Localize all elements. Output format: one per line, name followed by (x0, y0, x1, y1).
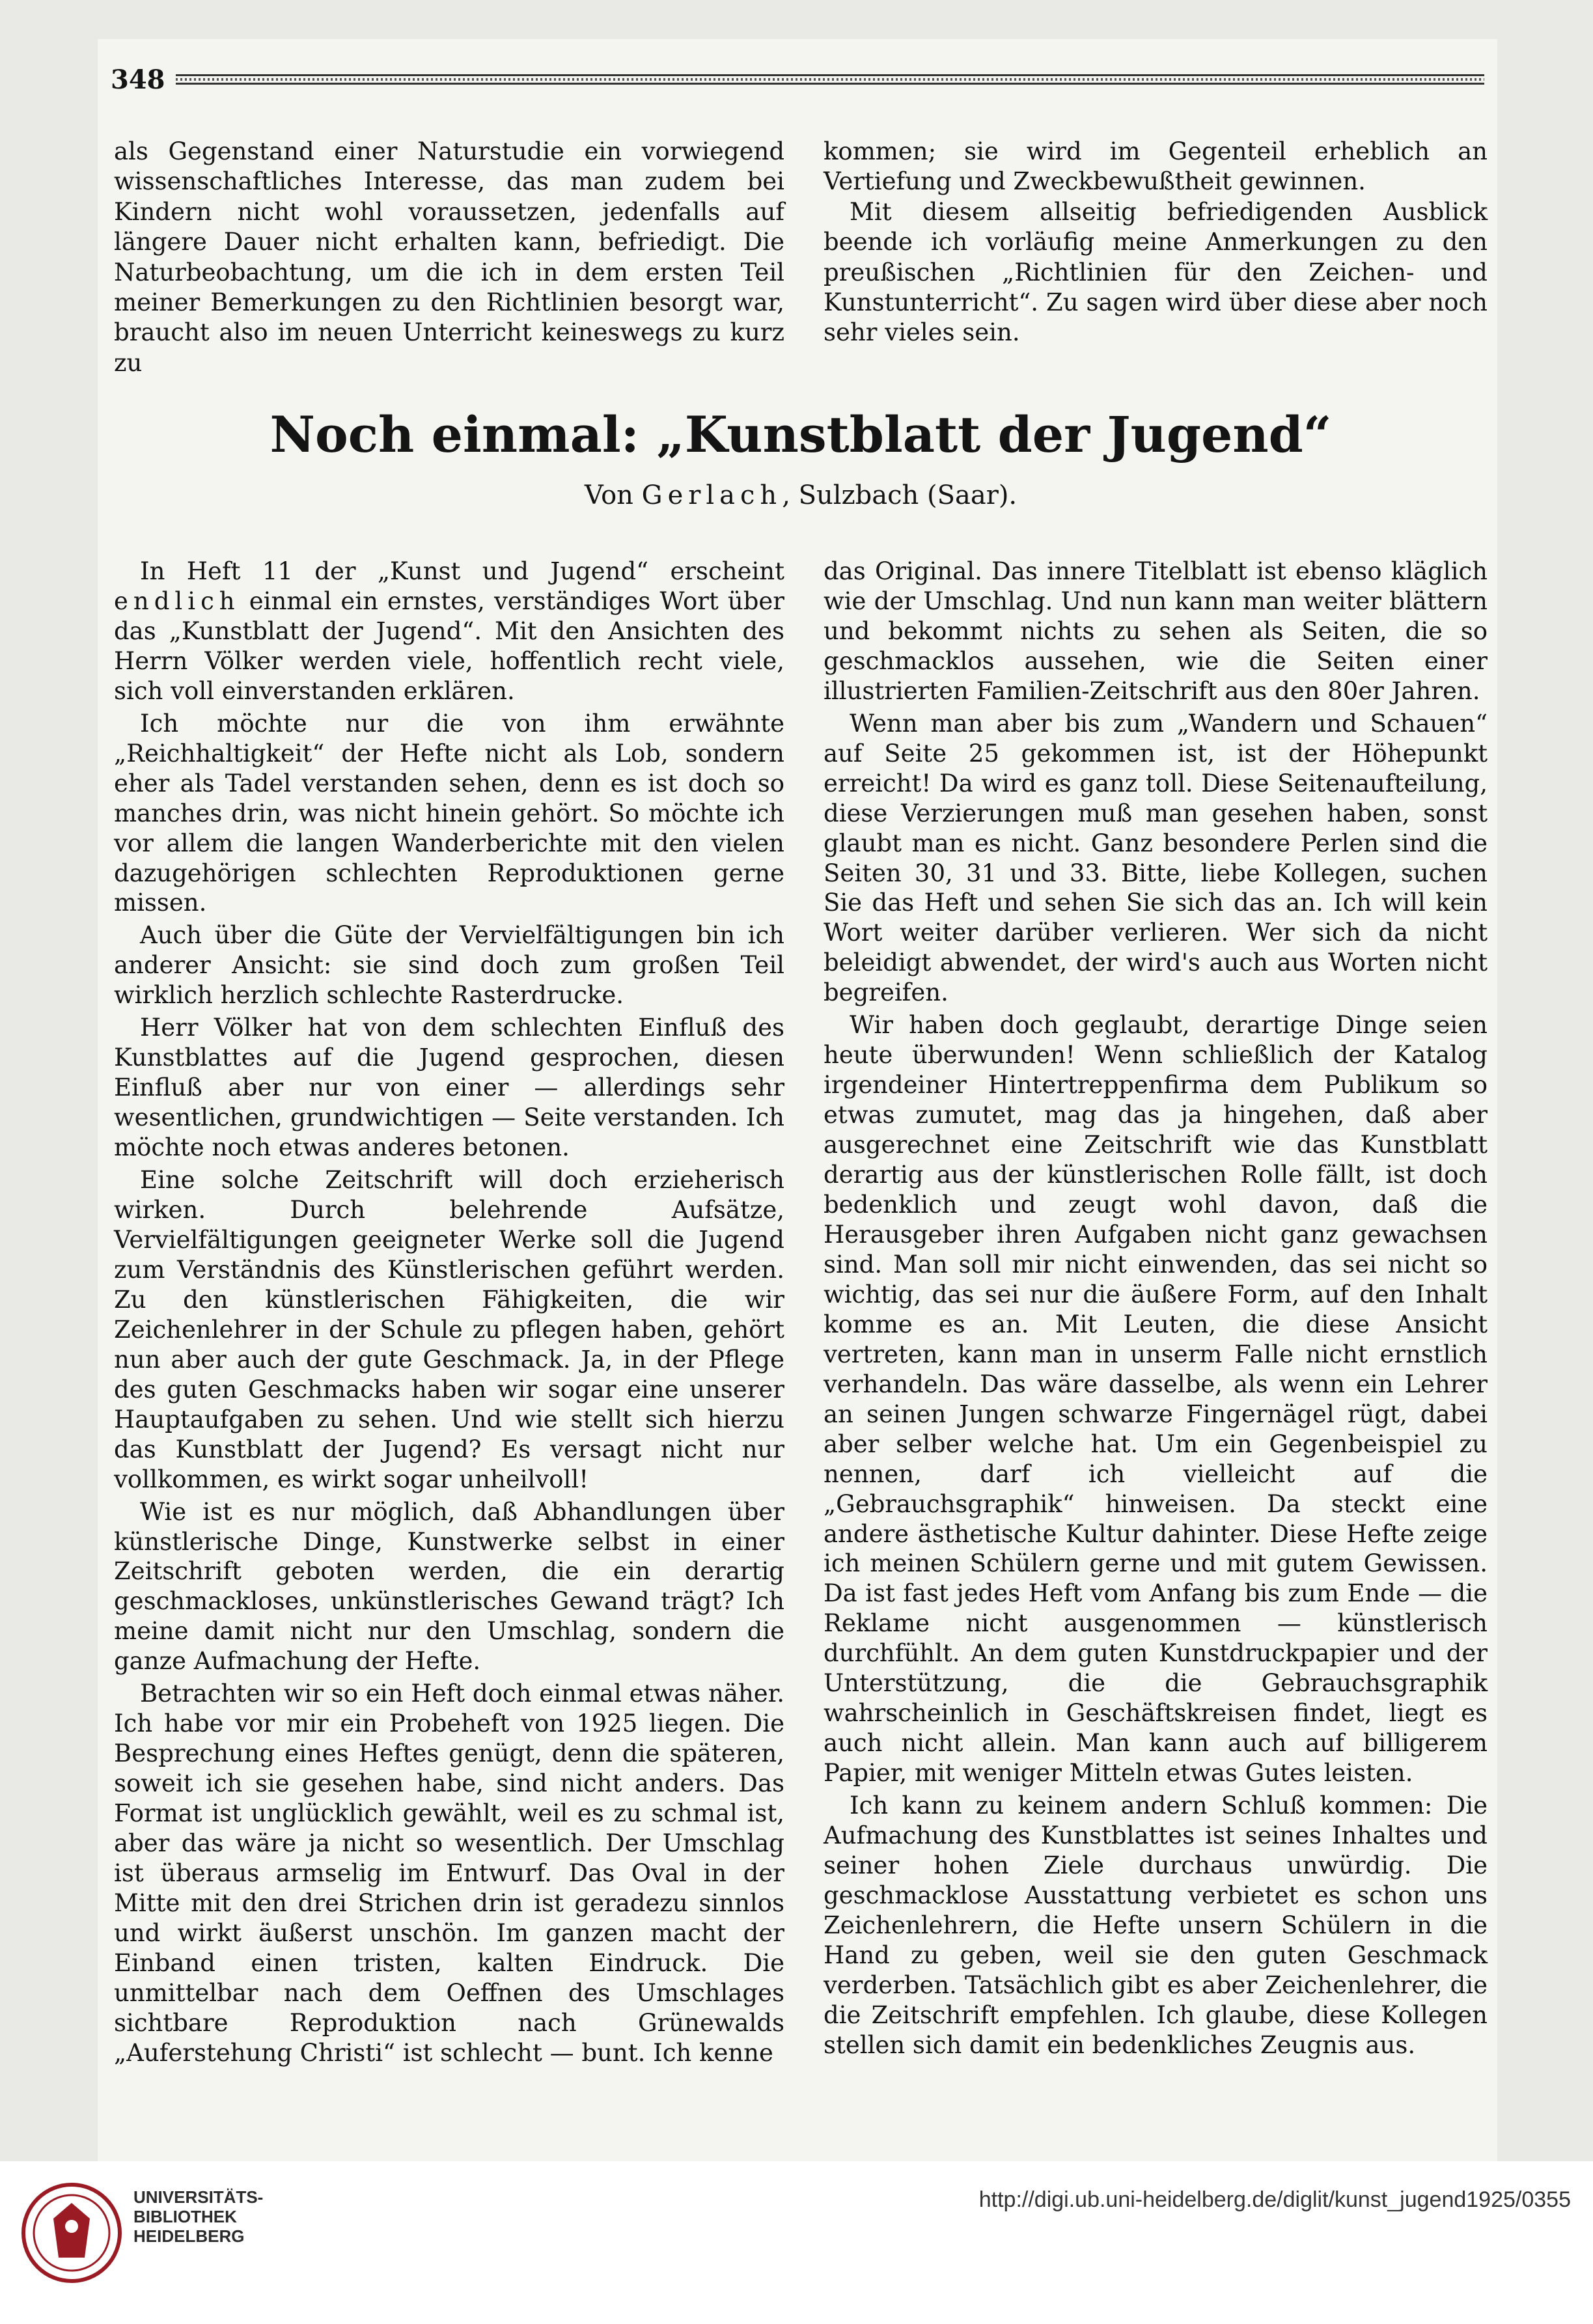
byline-place: , Sulzbach (Saar). (782, 480, 1018, 510)
article-byline (114, 478, 1488, 512)
page-number: 348 (111, 64, 165, 95)
library-name: UNIVERSITÄTS- BIBLIOTHEK HEIDELBERG (133, 2187, 264, 2246)
emphasized-word: endlich (114, 587, 240, 615)
source-url: http://digi.ub.uni-heidelberg.de/diglit/kunst_jugend1925/0355 (978, 2187, 1571, 2212)
paragraph: Eine solche Zeitschrift will doch erzieherisch wirken. Durch belehrende Aufsätze, Vervielfältigungen geeigneter Werke soll die Jugend zum Verständnis des Künstlerischen geführt werden. Zu den künstlerischen Fähigkeiten, die wir Zeichenlehrer in der Schule zu pflegen haben, gehört nun aber auch der gute Geschmack. Ja, in der Pflege des guten Geschmacks haben wir sogar eine unserer Hauptaufgaben zu sehen. Und wie stellt sich hierzu das Kunstblatt der Jugend? Es versagt nicht nur vollkommen, es wirkt sogar unheilvoll! (114, 1166, 784, 1493)
paragraph: Ich möchte nur die von ihm erwähnte „Reichhaltigkeit“ der Hefte nicht als Lob, sondern eher als Tadel verstanden sehen, denn es ist doch so manches drin, was nicht hinein gehört. So möchte ich vor allem die langen Wanderberichte mit den vielen dazugehörigen schlechten Reproduktionen gerne missen. (114, 709, 784, 917)
paragraph: Wie ist es nur möglich, daß Abhandlungen über künstlerische Dinge, Kunstwerke selbst in einer Zeitschrift geboten werden, die ein derartig geschmackloses, unkünstlerisches Gewand trägt? Ich meine damit nicht nur den Umschlag, sondern die ganze Aufmachung der Hefte. (114, 1497, 784, 1676)
article-title: Noch einmal: „Kunstblatt der Jugend“ (270, 406, 1332, 463)
header-rule (176, 74, 1485, 85)
opening-words: In Heft 11 der „Kunst und Jugend“ erscheint (140, 557, 784, 585)
byline-prefix: Von (584, 480, 642, 510)
paragraph: Auch über die Güte der Vervielfältigungen bin ich anderer Ansicht: sie sind doch zum großen Teil wirklich herzlich schlechte Rasterdrucke. (114, 921, 784, 1010)
university-seal-icon (20, 2181, 124, 2285)
byline-author: Gerlach (641, 480, 783, 510)
paragraph: Betrachten wir so ein Heft doch einmal etwas näher. Ich habe vor mir ein Probeheft von 1925 liegen. Die Besprechung eines Heftes genügt, denn die späteren, soweit ich sie gesehen habe, sind nicht anders. Das Format ist unglücklich gewählt, weil es zu schmal ist, aber das wäre ja nicht so wesentlich. Der Umschlag ist überaus armselig im Entwurf. Das Oval in der Mitte mit den drei Strichen drin ist geradezu sinnlos und wirkt äußerst unschön. Im ganzen macht der Einband einen tristen, kalten Eindruck. Die unmittelbar nach dem Oeffnen des Umschlages sichtbare Reproduktion nach Grünewalds „Auferstehung Christi“ ist schlecht — bunt. Ich kenne (114, 1680, 784, 2067)
top-right-column (824, 137, 1488, 348)
viewer-footer (0, 2161, 1593, 2324)
opening-rest: einmal ein ernstes, verständiges Wort über das „Kunstblatt der Jugend“. Mit den Ansichten des Herrn Völker werden viele, hoffentlich recht viele, sich voll einverstanden erklären. (114, 587, 784, 705)
paragraph: Wenn man aber bis zum „Wandern und Schauen“ auf Seite 25 gekommen ist, ist der Höhepunkt erreicht! Da wird es ganz toll. Diese Seitenaufteilung, diese Verzierungen muß man gesehen haben, sonst glaubt man es nicht. Ganz besondere Perlen sind die Seiten 30, 31 und 33. Bitte, liebe Kollegen, suchen Sie das Heft und sehen Sie sich das an. Ich will kein Wort weiter darüber verlieren. Wer sich da nicht beleidigt abwendet, der wird's auch aus Worten nicht begreifen. (824, 709, 1488, 1007)
paragraph (114, 557, 784, 706)
paragraph: das Original. Das innere Titelblatt ist ebenso kläglich wie der Umschlag. Und nun kann man weiter blättern und bekommt nichts zu sehen als Seiten, die so geschmacklos aussehen, wie die Seiten einer illustrierten Familien-Zeitschrift aus den 80er Jahren. (824, 557, 1488, 705)
paragraph: Mit diesem allseitig befriedigenden Ausblick beende ich vorläufig meine Anmerkungen zu den preußischen „Richtlinien für den Zeichen- und Kunstunterricht“. Zu sagen wird über diese aber noch sehr vieles sein. (824, 197, 1488, 347)
article-right-column (824, 557, 1488, 2060)
paragraph: Ich kann zu keinem andern Schluß kommen: Die Aufmachung des Kunstblattes ist seines Inhaltes und seiner hohen Ziele durchaus unwürdig. Die geschmacklose Ausstattung verbietet es schon uns Zeichenlehrern, die Hefte unsern Schülern in die Hand zu geben, weil sie den guten Geschmack verderben. Tatsächlich gibt es aber Zeichenlehrer, die die Zeitschrift empfehlen. Ich glaube, diese Kollegen stellen sich damit ein bedenkliches Zeugnis aus. (824, 1791, 1488, 2059)
paragraph: kommen; sie wird im Gegenteil erheblich an Vertiefung und Zweckbewußtheit gewinnen. (824, 137, 1488, 196)
paragraph: Wir haben doch geglaubt, derartige Dinge seien heute überwunden! Wenn schließlich der Katalog irgendeiner Hintertreppenfirma dem Publikum so etwas zumutet, mag das ja hingehen, daß aber ausgerechnet eine Zeitschrift wie das Kunstblatt derartig aus der künstlerischen Rolle fällt, ist doch bedenklich und zeugt wohl davon, daß die Herausgeber ihren Aufgaben nicht ganz gewachsen sind. Man soll mir nicht einwenden, das sei nicht so wichtig, das sei nur die äußere Form, auf den Inhalt komme es an. Mit Leuten, die diese Ansicht vertreten, kann man in unserm Falle nicht ernstlich verhandeln. Das wäre dasselbe, als wenn ein Lehrer an seinen Jungen schwarze Fingernägel rügt, dabei aber selber welche hat. Um ein Gegenbeispiel zu nennen, darf ich vielleicht auf die „Gebrauchsgraphik“ hinweisen. Da steckt eine andere ästhetische Kultur dahinter. Diese Hefte zeige ich meinen Schülern gerne und mit gutem Gewissen. Da ist fast jedes Heft vom Anfang bis zum Ende — die Reklame nicht ausgenommen — künstlerisch durchfühlt. An dem guten Kunstdruckpapier und der Unterstützung, die die Gebrauchsgraphik wahrscheinlich in Geschäftskreisen findet, liegt es auch nicht allein. Man kann auch auf billigerem Papier, mit weniger Mitteln etwas Gutes leisten. (824, 1011, 1488, 1788)
top-left-column (114, 137, 784, 378)
article-left-column (114, 557, 784, 2068)
running-header (111, 60, 1484, 99)
paragraph: als Gegenstand einer Naturstudie ein vorwiegend wissenschaftliches Interesse, das man zudem bei Kindern nicht wohl voraussetzen, jedenfalls auf längere Dauer nicht erhalten kann, befriedigt. Die Naturbeobachtung, um die ich in dem ersten Teil meiner Bemerkungen zu den Richtlinien besorgt war, braucht also im neuen Unterricht keineswegs zu kurz zu (114, 137, 784, 377)
paragraph: Herr Völker hat von dem schlechten Einfluß des Kunstblattes auf die Jugend gesprochen, diesen Einfluß aber nur von einer — allerdings sehr wesentlichen, grundwichtigen — Seite verstanden. Ich möchte noch etwas anderes betonen. (114, 1014, 784, 1162)
